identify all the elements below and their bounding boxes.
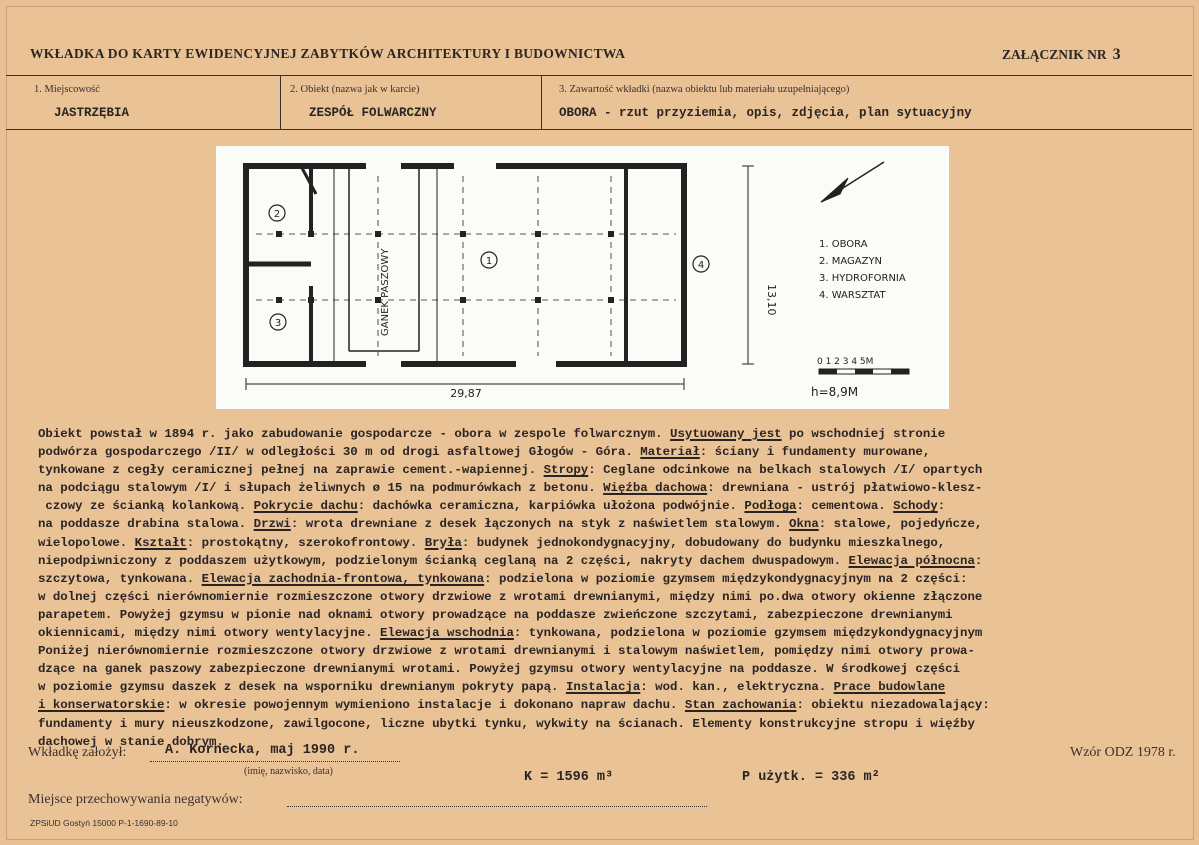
attachment-number [1002, 46, 1121, 64]
volume-value: K = 1596 m³ [524, 770, 614, 785]
field-divider-1 [280, 75, 281, 129]
height-label: h=8,9M [811, 385, 859, 399]
room-2-number: 2 [273, 209, 281, 220]
form-reference: Wzór ODZ 1978 r. [1070, 745, 1176, 760]
field-divider-2 [541, 75, 542, 129]
header-rule-bottom [6, 129, 1192, 130]
floor-plan-drawing [216, 146, 949, 409]
printer-imprint: ZPSiUD Gostyń 15000 P-1-1690-89-10 [30, 818, 178, 828]
corridor-label: GANEK PASZOWY [380, 248, 391, 336]
field-content-label: 3. Zawartość wkładki (nazwa obiektu lub materiału uzupełniającego) [559, 84, 850, 95]
field-place-label: 1. Miejscowość [34, 84, 100, 95]
negatives-label: Miejsce przechowywania negatywów: [28, 792, 243, 807]
attachment-value: 3 [1112, 46, 1121, 63]
room-4-number: 4 [697, 260, 705, 271]
field-object-label: 2. Obiekt (nazwa jak w karcie) [290, 84, 420, 95]
negatives-line [287, 806, 707, 807]
depth-dimension: 13,10 [765, 284, 778, 316]
author-hint: (imię, nazwisko, data) [244, 766, 333, 777]
floor-plan [216, 146, 949, 409]
field-content-value: OBORA - rzut przyziemia, opis, zdjęcia, plan sytuacyjny [559, 106, 972, 120]
field-object-value: ZESPÓŁ FOLWARCZNY [309, 106, 437, 120]
author-line [150, 761, 400, 762]
description-text: Obiekt powstał w 1894 r. jako zabudowanie gospodarcze - obora w zespole folwarcznym. Usytuowany jest po wschodniej stronie podwórza gospodarczego /II/ w odległości 30 m od drogi asfaltowej Głogów - Góra. Materiał: ściany i fundamenty murowane, tynkowane z cegły ceramicznej pełnej na zaprawie cement.-wapiennej. Stropy: Ceglane odcinkowe na belkach stalowych /I/ opartych na podciągu stalowym /I/ i słupach żeliwnych ø 15 na podmurówkach z betonu. Więźba dachowa: drewniana - ustrój płatwiowo-klesz- czowy ze ścianką kolankową. Pokrycie dachu: dachówka ceramiczna, karpiówka ułożona podwójnie. Podłoga: cementowa. Schody: na poddasze drabina stalowa. Drzwi: wrota drewniane z desek łączonych na styk z naświetlem stalowym. Okna: stalowe, pojedyńcze, wielopolowe. Kształt: prostokątny, szerokofrontowy. Bryła: budynek jednokondygnacyjny, dobudowany do budynku mieszkalnego, niepodpiwniczony z poddaszem użytkowym, podzielonym ścianką ceglaną na 2 części, nakryty dachem dwuspadowym. Elewacja północna: szczytowa, tynkowana. Elewacja zachodnia-frontowa, tynkowana: podzielona w poziomie gzymsem międzykondygnacyjnym na 2 części: w dolnej części nierównomiernie rozmieszczone otwory drzwiowe z wrotami drewnianymi, między nimi po.dwa otwory okienne złączone parapetem. Powyżej gzymsu w pionie nad oknami otwory prowadzące na poddasze zwieńczone szczytami, zabezpieczone drewnianymi okiennicami, między nimi otwory wentylacyjne. Elewacja wschodnia: tynkowana, podzielona w poziomie gzymsem międzykondygnacyjnym Poniżej nierównomiernie rozmieszczone otwory drzwiowe z wrotami drewnianymi i stalowym naświetlem, pomiędzy nimi otwory prowa- dzące na ganek paszowy zabezpieczone drewnianymi wrotami. Powyżej gzymsu otwory wentylacyjne na poddasze. W środkowej części w poziomie gzymsu daszek z desek na wsporniku drewnianym pokryty papą. Instalacja: wod. kan., elektryczna. Prace budowlane i konserwatorskie: w okresie powojennym wymieniono instalacje i dokonano napraw dachu. Stan zachowania: obiektu niezadowalający: fundamenty i mury nieuszkodzone, zawilgocone, liczne ubytki tynku, wykwity na ścianach. Elementy konstrukcyjne stropu i więźby dachowej w stanie dobrym. [38, 427, 990, 749]
author-label: Wkładkę założył: [28, 745, 127, 760]
scale-label: 0 1 2 3 4 5M [817, 357, 874, 367]
legend-item-4: 4. WARSZTAT [819, 290, 886, 301]
header-rule-top [6, 75, 1192, 76]
width-dimension: 29,87 [450, 387, 482, 400]
legend-item-2: 2. MAGAZYN [819, 256, 883, 267]
room-3-number: 3 [274, 318, 282, 329]
room-1-number: 1 [485, 256, 493, 267]
legend-item-3: 3. HYDROFORNIA [819, 273, 906, 284]
area-value: P użytk. = 336 m² [742, 770, 880, 785]
author-value: A. Kornecka, maj 1990 r. [165, 743, 360, 758]
field-place-value: JASTRZĘBIA [54, 106, 130, 120]
document-title: WKŁADKA DO KARTY EWIDENCYJNEJ ZABYTKÓW ARCHITEKTURY I BUDOWNICTWA [30, 46, 626, 61]
legend-item-1: 1. OBORA [819, 239, 868, 250]
attachment-label: ZAŁĄCZNIK NR [1002, 47, 1107, 62]
